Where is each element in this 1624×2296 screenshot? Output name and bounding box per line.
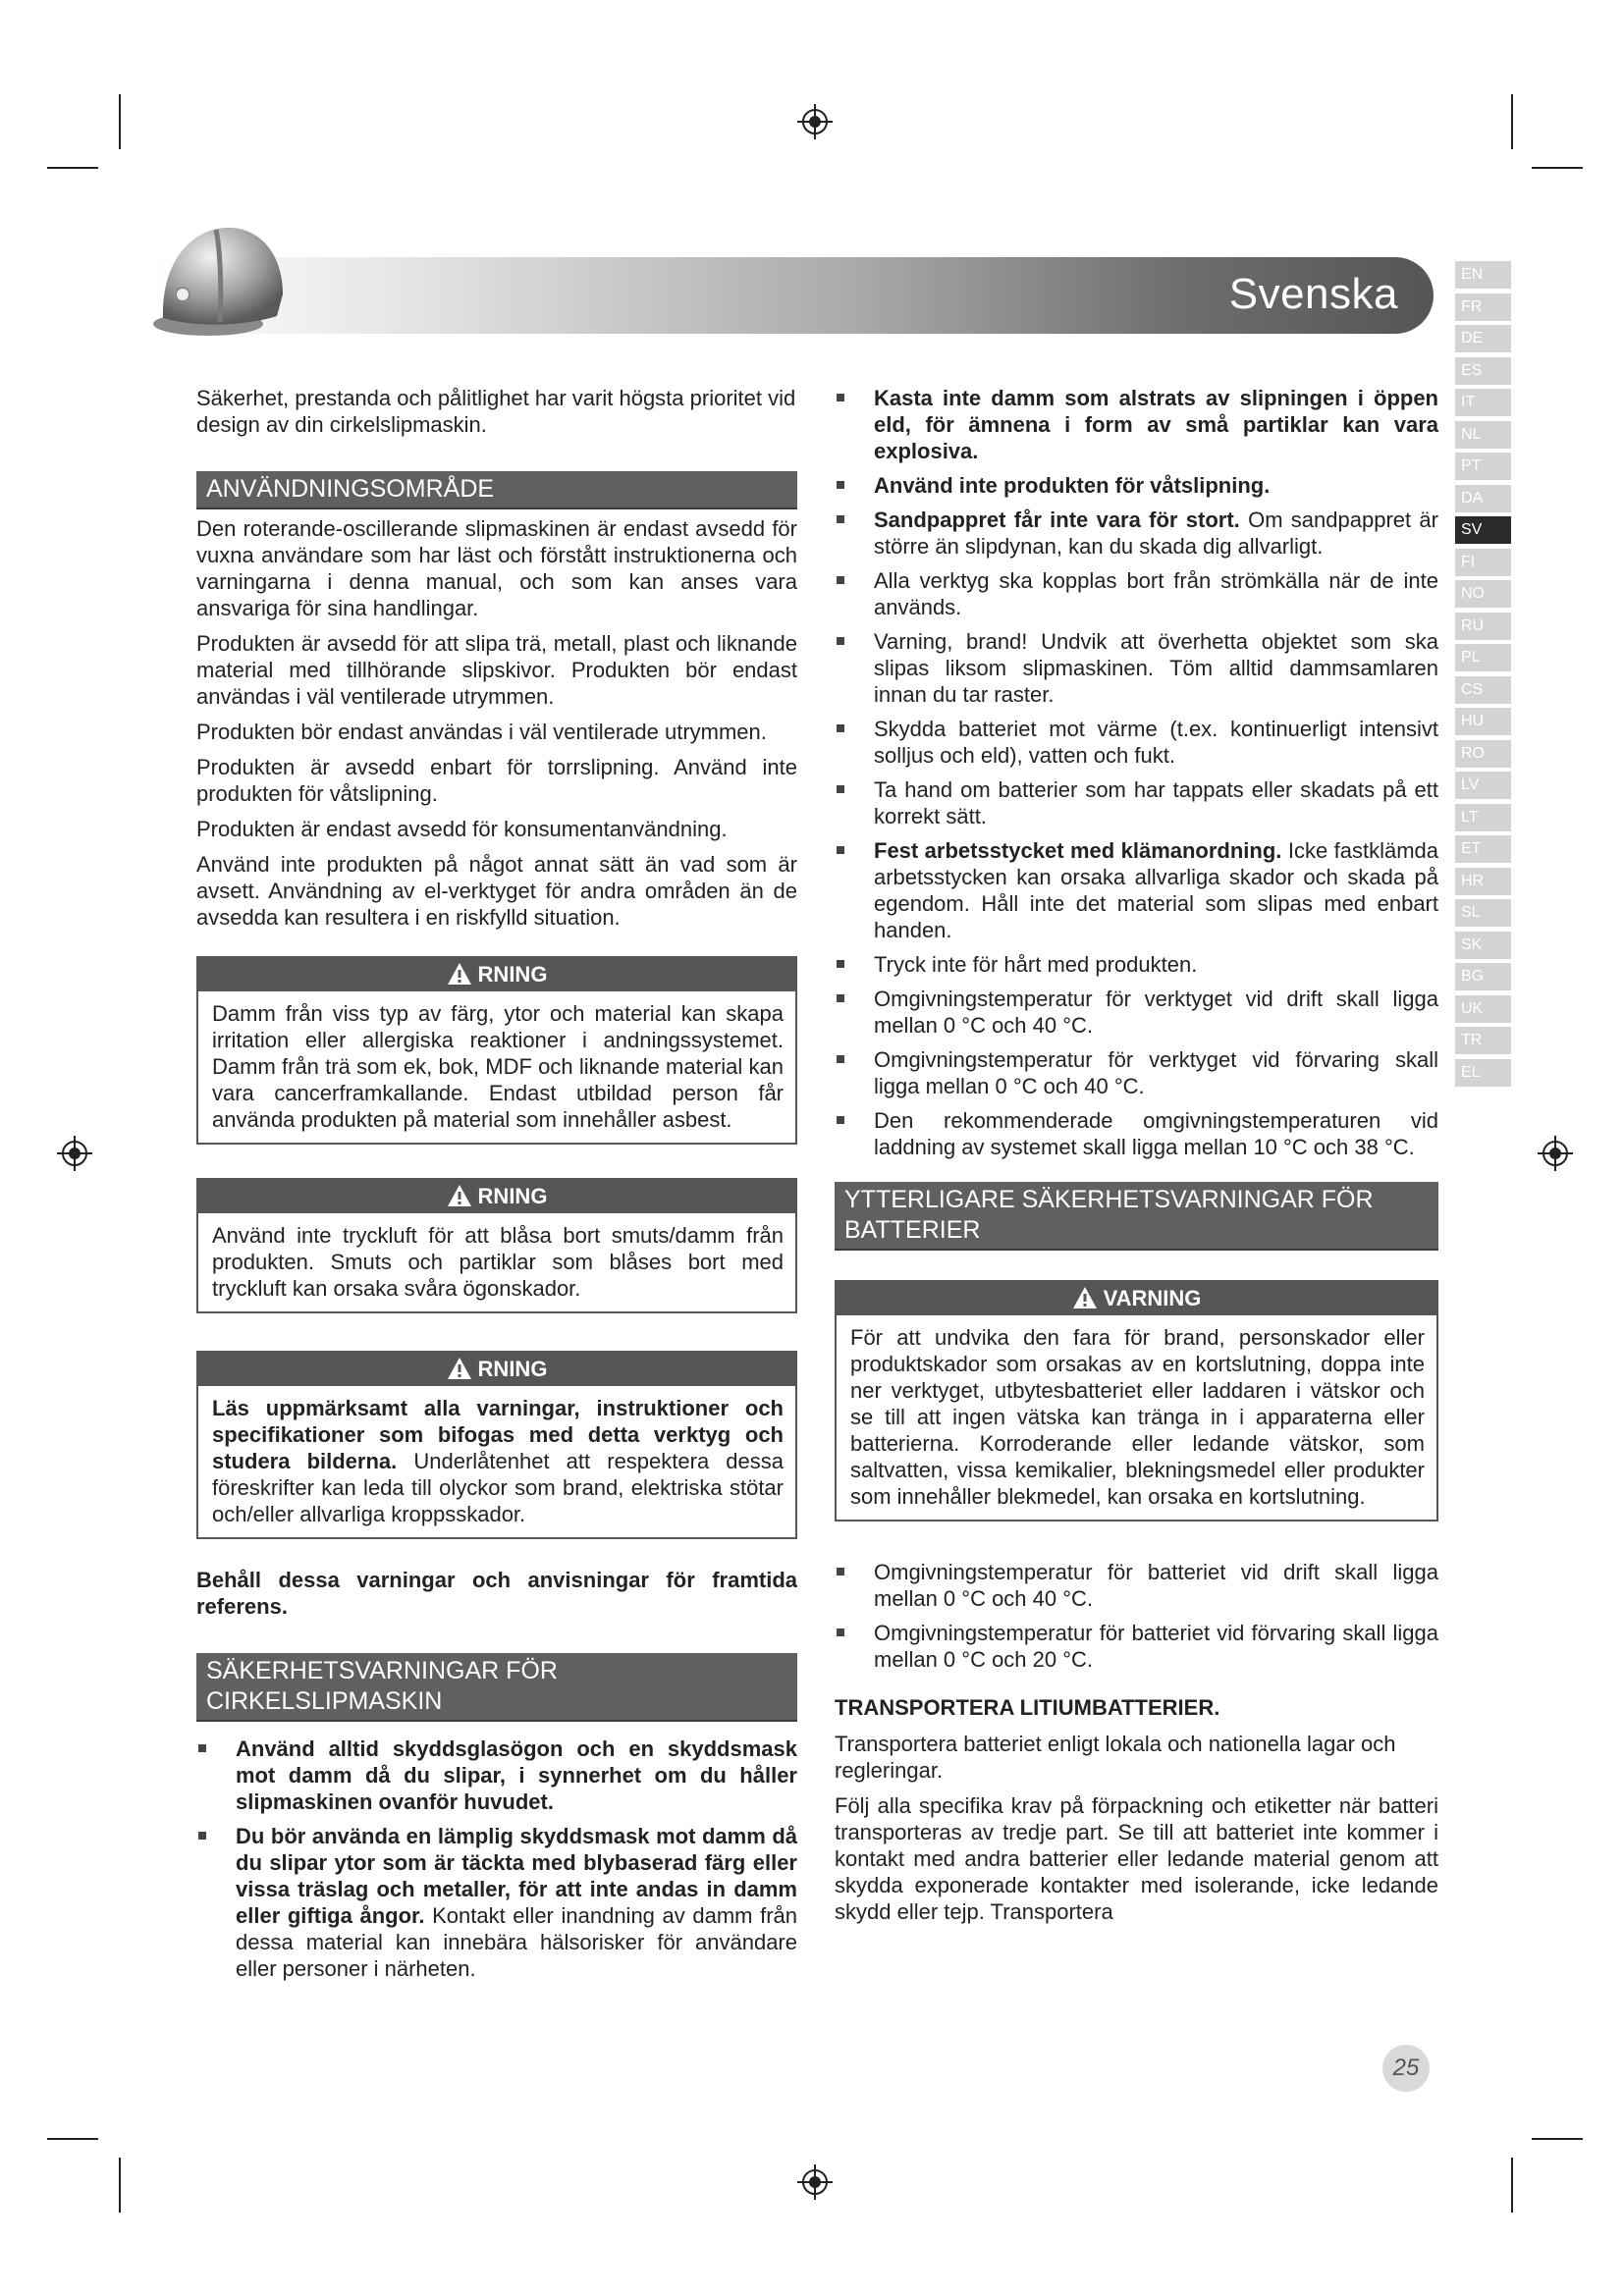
- list-item: [196, 1823, 797, 1982]
- language-tab-uk[interactable]: UK: [1455, 995, 1511, 1023]
- language-tab-no[interactable]: NO: [1455, 580, 1511, 608]
- section-heading-safety: SÄKERHETSVARNINGAR FÖR CIRKELSLIPMASKIN: [196, 1653, 797, 1722]
- list-item: [835, 716, 1438, 769]
- usage-paragraph: Produkten bör endast användas i väl ventilerade utrymmen.: [196, 720, 767, 744]
- list-item: [835, 507, 1438, 560]
- language-tab-tr[interactable]: TR: [1455, 1027, 1511, 1054]
- bullet-square-icon: [837, 481, 844, 489]
- usage-paragraph: Den roterande-oscillerande slipmaskinen är endast avsedd för vuxna användare som har läst och förstått instruktionerna och varningarna i denna manual, och som kan anses vara ansvariga för sina handlingar.: [196, 516, 797, 620]
- bullet-square-icon: [837, 1568, 844, 1575]
- language-tab-et[interactable]: ET: [1455, 835, 1511, 863]
- list-item: [835, 951, 1438, 978]
- list-item: [196, 1735, 797, 1815]
- language-tab-bg[interactable]: BG: [1455, 963, 1511, 990]
- bullet-text: Omgivningstemperatur för batteriet vid förvaring skall ligga mellan 0 °C och 20 °C.: [874, 1621, 1438, 1672]
- bullet-square-icon: [837, 1116, 844, 1124]
- warning-triangle-icon: [447, 1357, 472, 1390]
- bullet-square-icon: [837, 1055, 844, 1063]
- bullet-text: Omgivningstemperatur för batteriet vid drift skall ligga mellan 0 °C och 40 °C.: [874, 1560, 1438, 1611]
- warning-box: [835, 1280, 1438, 1522]
- registration-mark-icon: [795, 102, 835, 141]
- language-header-band: [157, 257, 1434, 334]
- bullet-text: Skydda batteriet mot värme (t.ex. kontinuerligt intensivt solljus och eld), vatten och fukt.: [874, 717, 1438, 768]
- list-item: [835, 1046, 1438, 1099]
- language-tab-el[interactable]: EL: [1455, 1059, 1511, 1087]
- list-item: [835, 567, 1438, 620]
- language-tab-ru[interactable]: RU: [1455, 613, 1511, 640]
- language-tab-fr[interactable]: FR: [1455, 294, 1511, 321]
- bullet-text: Icke fastklämda arbetsstycken kan orsaka allvarliga skador och skada på egendom. Håll inte det material som slipas med enbart handen.: [874, 838, 1439, 942]
- list-item: [835, 986, 1438, 1039]
- crop-mark: [47, 2138, 98, 2140]
- crop-mark: [119, 94, 121, 149]
- language-tab-lv[interactable]: LV: [1455, 772, 1511, 799]
- list-item: [835, 1559, 1438, 1612]
- warning-header: [837, 1282, 1436, 1315]
- language-tab-nl[interactable]: NL: [1455, 421, 1511, 449]
- bullet-text: Kontakt eller inandning av damm från dessa material kan innebära hälsorisker för användare eller personer i närheten.: [236, 1903, 798, 1981]
- language-tab-en[interactable]: EN: [1455, 261, 1511, 289]
- bullet-square-icon: [837, 1629, 844, 1636]
- warning-box: [196, 956, 797, 1145]
- bullet-square-icon: [837, 576, 844, 584]
- language-tab-hu[interactable]: HU: [1455, 708, 1511, 735]
- bullet-square-icon: [837, 960, 844, 968]
- list-item: [835, 837, 1438, 943]
- language-tab-es[interactable]: ES: [1455, 357, 1511, 385]
- bullet-square-icon: [837, 394, 844, 401]
- bullet-text: Alla verktyg ska kopplas bort från strömkälla när de inte används.: [874, 568, 1438, 619]
- list-item: [835, 385, 1438, 464]
- bullet-square-icon: [198, 1744, 206, 1752]
- right-column: [835, 385, 1438, 1934]
- page-number: 25: [1382, 2045, 1430, 2092]
- bullet-bold-text: Du bör använda en lämplig skyddsmask mot damm då du slipar ytor som är täckta med blybaserad färg eller vissa träslag och metaller, för att inte andas in damm eller giftiga ångor.: [236, 1824, 797, 1928]
- bullet-bold-text: Fest arbetsstycket med klämanordning.: [874, 838, 1282, 863]
- language-tabs: [1455, 261, 1511, 1091]
- language-tab-sv[interactable]: SV: [1455, 516, 1511, 544]
- bullet-text: Tryck inte för hårt med produkten.: [874, 952, 1198, 977]
- warning-title: RNING: [477, 1184, 548, 1208]
- safety-helmet-icon: [147, 208, 295, 346]
- battery-bullet-list: [835, 1559, 1438, 1673]
- crop-mark: [1511, 2158, 1513, 2213]
- language-tab-lt[interactable]: LT: [1455, 804, 1511, 831]
- warning-header: [198, 1353, 795, 1386]
- bullet-square-icon: [837, 846, 844, 854]
- list-item: [835, 628, 1438, 708]
- warning-title: RNING: [477, 1357, 548, 1381]
- warning-box: [196, 1178, 797, 1313]
- warning-bold-text: Läs uppmärksamt alla varningar, instruktioner och specifikationer som bifogas med detta verktyg och studera bilderna.: [212, 1396, 784, 1473]
- bullet-text: Om sandpappret är större än slipdynan, kan du skada dig allvarligt.: [874, 507, 1438, 559]
- registration-mark-icon: [795, 2163, 835, 2202]
- bullet-bold-text: Sandpappret får inte vara för stort.: [874, 507, 1240, 532]
- transport-heading: TRANSPORTERA LITIUMBATTERIER.: [835, 1695, 1220, 1720]
- bullet-square-icon: [837, 724, 844, 732]
- usage-paragraph: Produkten är endast avsedd för konsumentanvändning.: [196, 817, 728, 841]
- warning-body: Använd inte tryckluft för att blåsa bort smuts/damm från produkten. Smuts och partiklar som blåses bort med tryckluft kan orsaka svåra ögonskador.: [212, 1223, 784, 1301]
- usage-paragraph: Produkten är avsedd för att slipa trä, metall, plast och liknande material med tillhörande slipskivor. Produkten bör endast användas i väl ventilerade utrymmen.: [196, 631, 797, 709]
- warning-header: [198, 1180, 795, 1213]
- language-tab-hr[interactable]: HR: [1455, 868, 1511, 895]
- section-heading-usage: ANVÄNDNINGSOMRÅDE: [196, 471, 797, 509]
- crop-mark: [1511, 94, 1513, 149]
- language-tab-da[interactable]: DA: [1455, 485, 1511, 512]
- crop-mark: [1532, 167, 1583, 169]
- warning-title: RNING: [477, 962, 548, 987]
- bullet-square-icon: [837, 994, 844, 1002]
- language-tab-sl[interactable]: SL: [1455, 899, 1511, 927]
- warning-body: Damm från viss typ av färg, ytor och material kan skapa irritation eller allergiska reaktioner i andningssystemet. Damm från trä som ek, bok, MDF och liknande material kan vara cancerframkallande. Endast utbildad person får använda produkten på material som innehåller asbest.: [212, 1001, 784, 1132]
- section-heading-battery: YTTERLIGARE SÄKERHETSVARNINGAR FÖR BATTERIER: [835, 1182, 1438, 1251]
- safety-bullet-list: [196, 1735, 797, 1982]
- left-column: [196, 385, 797, 1990]
- language-tab-pl[interactable]: PL: [1455, 644, 1511, 671]
- language-tab-fi[interactable]: FI: [1455, 549, 1511, 576]
- list-item: [835, 1620, 1438, 1673]
- crop-mark: [1532, 2138, 1583, 2140]
- list-item: [835, 1107, 1438, 1160]
- language-tab-ro[interactable]: RO: [1455, 740, 1511, 768]
- crop-mark: [119, 2158, 121, 2213]
- warning-header: [198, 958, 795, 991]
- warning-body: För att undvika den fara för brand, personskador eller produktskador som orsakas av en kortslutning, doppa inte ner verktyget, utbytesbatteriet eller laddaren i vätskor och se till att ingen vätska kan tränga in i apparaterna eller batterierna. Korroderande eller ledande vätskor, som saltvatten, vissa kemikalier, blekningsmedel eller produkter som innehåller blekmedel, kan orsaka en kortslutning.: [850, 1325, 1425, 1509]
- registration-mark-icon: [55, 1134, 94, 1173]
- bullet-text: Den rekommenderade omgivningstemperaturen vid laddning av systemet skall ligga mellan 10 °C och 38 °C.: [874, 1108, 1438, 1159]
- list-item: [835, 472, 1438, 499]
- bullet-text: Använd inte produkten för våtslipning.: [874, 473, 1271, 498]
- bullet-square-icon: [198, 1832, 206, 1840]
- registration-mark-icon: [1536, 1134, 1575, 1173]
- warning-title: VARNING: [1103, 1286, 1202, 1310]
- right-bullet-list: [835, 385, 1438, 1160]
- warning-triangle-icon: [447, 1184, 472, 1217]
- intro-paragraph: Säkerhet, prestanda och pålitlighet har varit högsta prioritet vid design av din cirkelslipmaskin.: [196, 386, 796, 437]
- warning-triangle-icon: [1072, 1286, 1098, 1319]
- keep-instructions-text: Behåll dessa varningar och anvisningar för framtida referens.: [196, 1568, 797, 1619]
- bullet-text: Ta hand om batterier som har tappats eller skadats på ett korrekt sätt.: [874, 777, 1438, 828]
- list-item: [835, 776, 1438, 829]
- crop-mark: [47, 167, 98, 169]
- transport-paragraph: Transportera batteriet enligt lokala och nationella lagar och regleringar.: [835, 1732, 1396, 1783]
- language-tab-de[interactable]: DE: [1455, 325, 1511, 352]
- language-tab-it[interactable]: IT: [1455, 389, 1511, 416]
- bullet-text: Omgivningstemperatur för verktyget vid drift skall ligga mellan 0 °C och 40 °C.: [874, 987, 1438, 1038]
- bullet-text: Omgivningstemperatur för verktyget vid förvaring skall ligga mellan 0 °C och 40 °C.: [874, 1047, 1438, 1098]
- bullet-text: Varning, brand! Undvik att överhetta objektet som ska slipas liksom slipmaskinen. Töm alltid dammsamlaren innan du tar raster.: [874, 629, 1438, 707]
- warning-body: [198, 1386, 795, 1537]
- bullet-square-icon: [837, 785, 844, 793]
- language-tab-sk[interactable]: SK: [1455, 932, 1511, 959]
- warning-box: [196, 1351, 797, 1539]
- language-tab-cs[interactable]: CS: [1455, 676, 1511, 704]
- warning-triangle-icon: [447, 962, 472, 995]
- header-title: Svenska: [1228, 270, 1398, 318]
- language-tab-pt[interactable]: PT: [1455, 453, 1511, 480]
- bullet-square-icon: [837, 515, 844, 523]
- usage-paragraph: Produkten är avsedd enbart för torrslipning. Använd inte produkten för våtslipning.: [196, 755, 797, 806]
- transport-paragraph: Följ alla specifika krav på förpackning och etiketter när batteri transporteras av tredje part. Se till att batteriet inte kommer i kontakt med andra batterier eller ledande material genom att skydda exponerade kontakter med isolerande, icke ledande skydd eller tejp. Transportera: [835, 1793, 1438, 1924]
- bullet-text: Kasta inte damm som alstrats av slipningen i öppen eld, för ämnena i form av små partiklar kan vara explosiva.: [874, 386, 1438, 463]
- usage-paragraph: Använd inte produkten på något annat sätt än vad som är avsett. Användning av el-verktyget för andra områden än de avsedda kan resultera i en riskfylld situation.: [196, 852, 797, 930]
- bullet-square-icon: [837, 637, 844, 645]
- bullet-text: Använd alltid skyddsglasögon och en skyddsmask mot damm då du slipar, i synnerhet om du håller slipmaskinen ovanför huvudet.: [236, 1736, 797, 1814]
- warning-text: Underlåtenhet att respektera dessa föreskrifter kan leda till olyckor som brand, elektriska stötar och/eller allvarliga kroppsskador.: [212, 1449, 784, 1526]
